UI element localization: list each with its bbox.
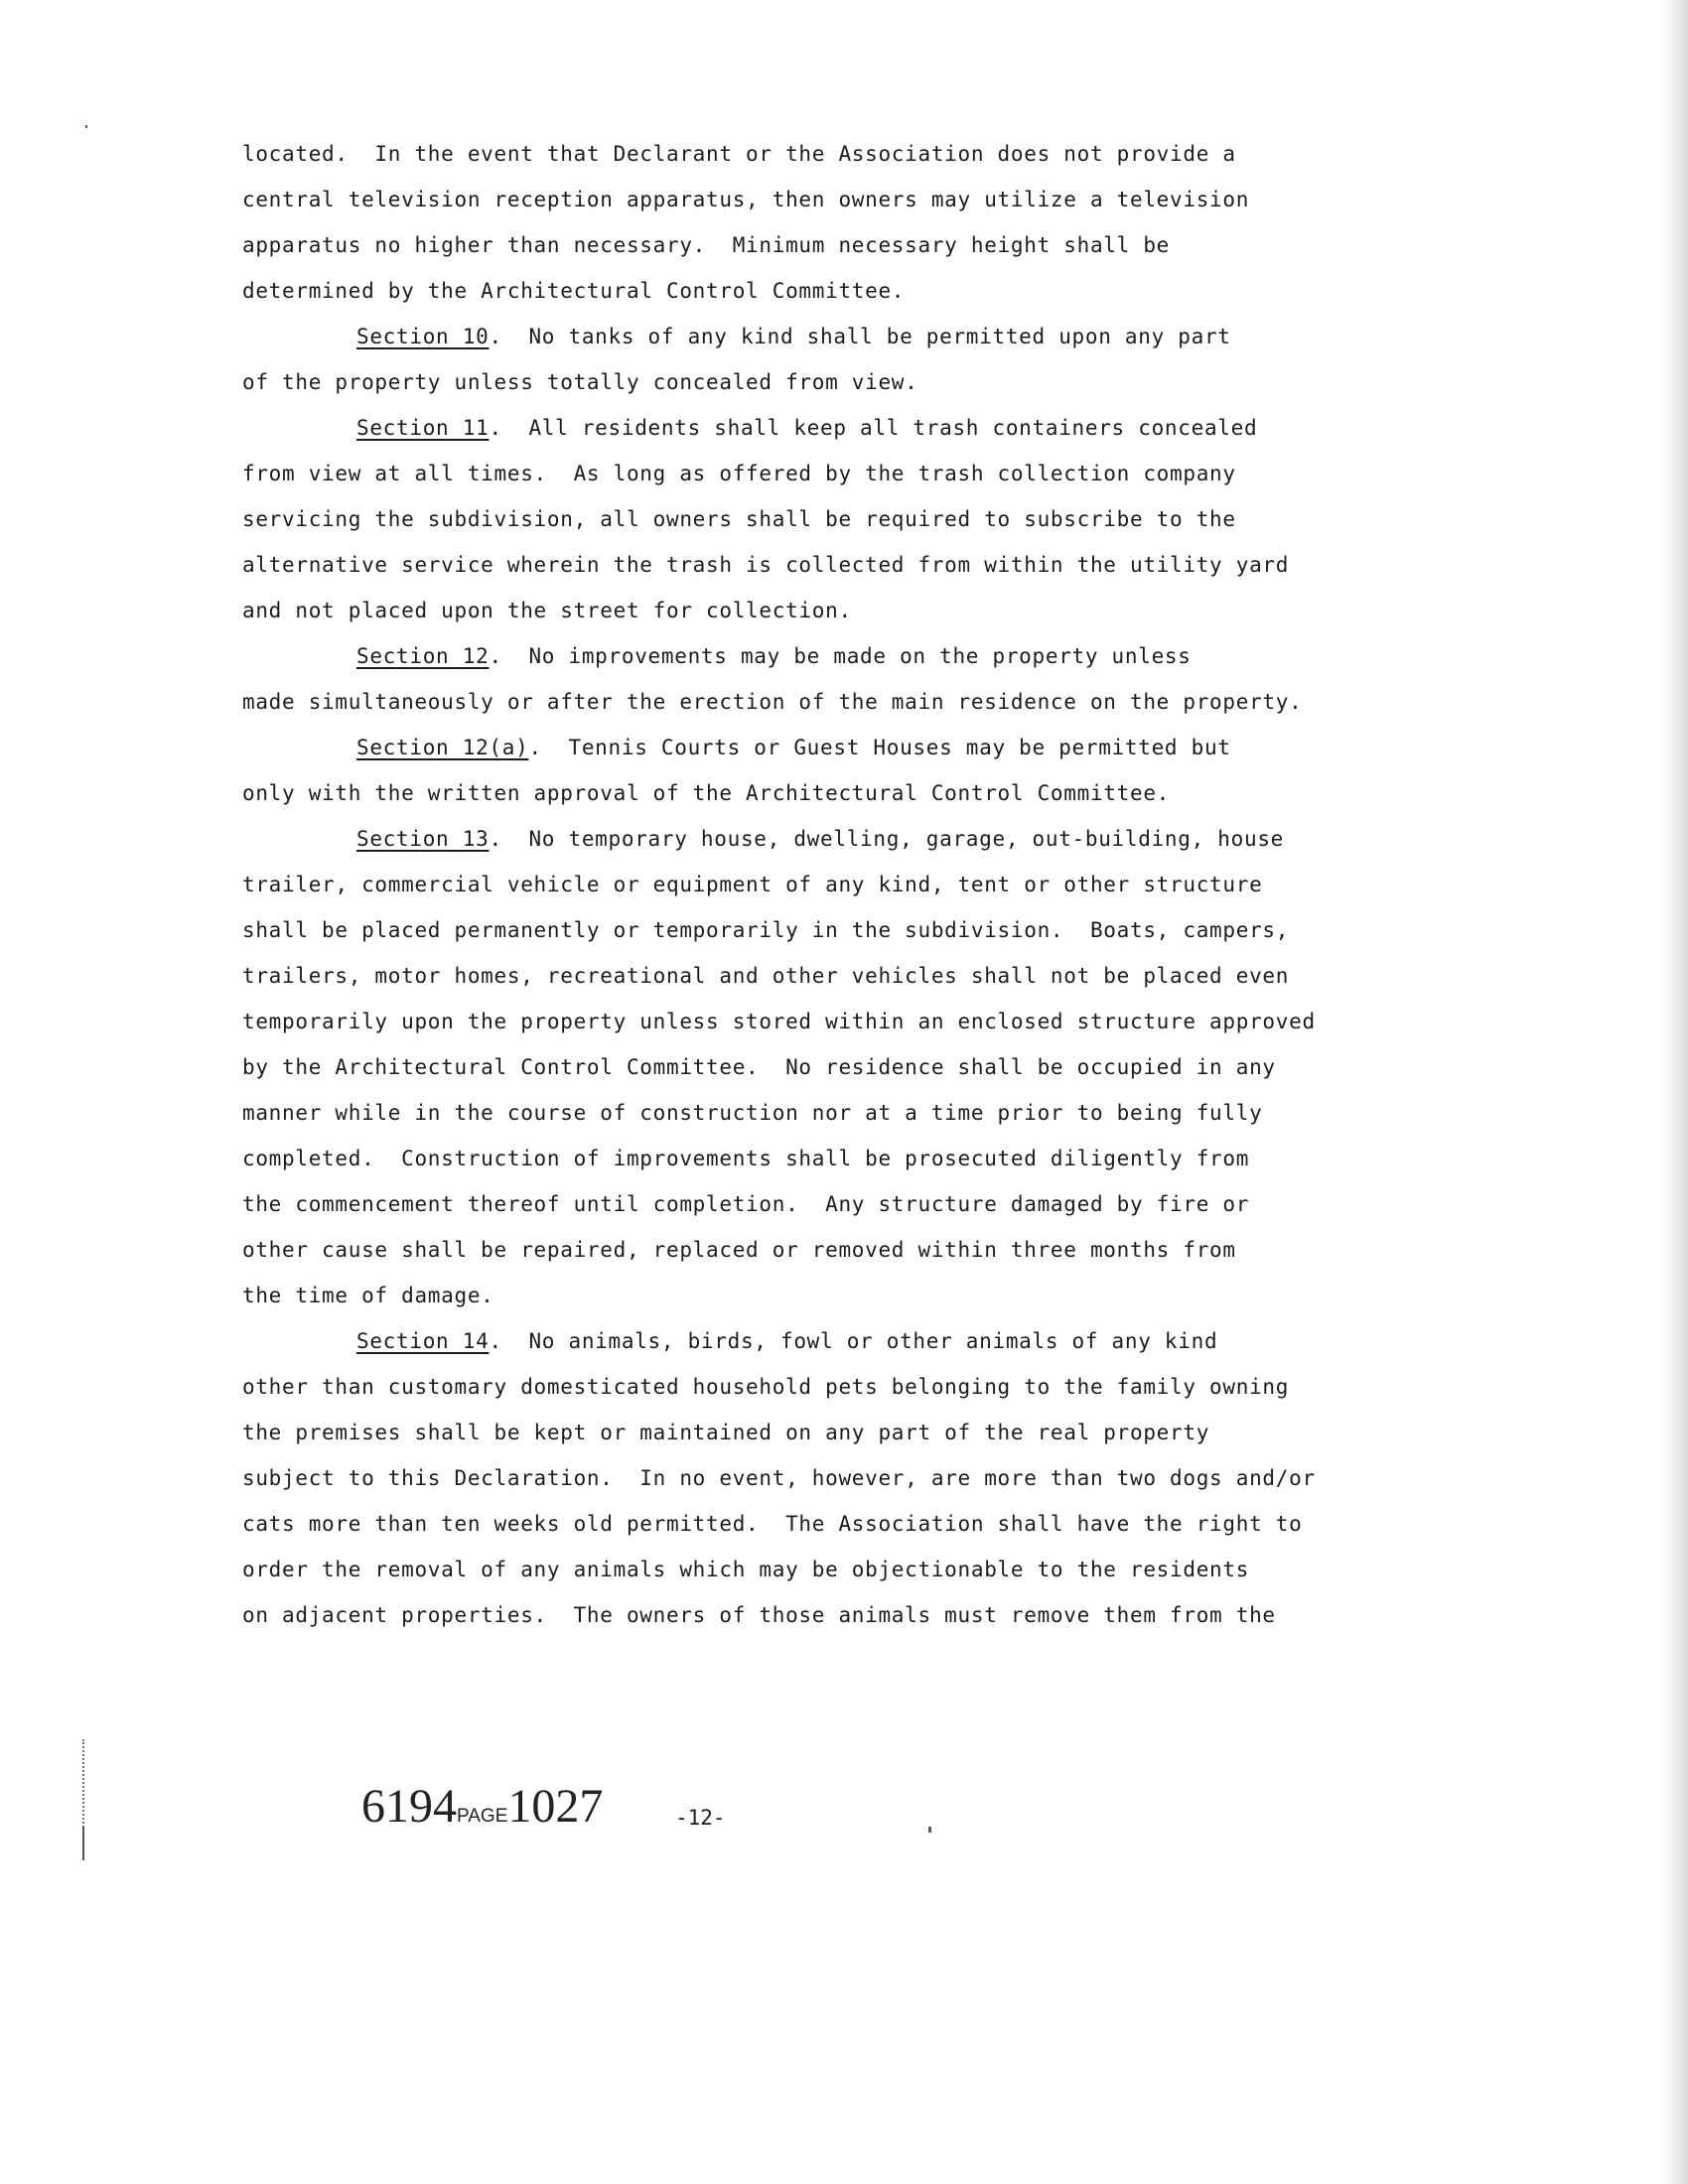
body-line: shall be placed permanently or temporarily in the subdivision. Boats, campers, [242,918,1290,942]
body-line: by the Architectural Control Committee. No residence shall be occupied in any [242,1055,1276,1079]
section-12a-heading: Section 12(a) [356,736,529,759]
scan-speck [928,1827,931,1833]
recorded-page-number: 1027 [507,1780,604,1833]
section-12a-first-line [242,725,1231,770]
body-line: subject to this Declaration. In no event, however, are more than two dogs and/or [242,1466,1316,1490]
section-10-text: . No tanks of any kind shall be permitted upon any part [489,325,1231,348]
body-line: the time of damage. [242,1284,494,1307]
body-line: cats more than ten weeks old permitted. The Association shall have the right to [242,1512,1303,1536]
section-10-heading: Section 10 [356,325,490,348]
body-line: other cause shall be repaired, replaced or removed within three months from [242,1238,1236,1262]
body-line: manner while in the course of construction nor at a time prior to being fully [242,1101,1263,1125]
body-line: apparatus no higher than necessary. Minimum necessary height shall be [242,233,1171,257]
body-line: of the property unless totally concealed from view. [242,370,918,394]
section-14-text: . No animals, birds, fowl or other animals of any kind [489,1329,1218,1353]
body-line: alternative service wherein the trash is collected from within the utility yard [242,553,1290,577]
body-line: from view at all times. As long as offered by the trash collection company [242,462,1236,485]
section-14-heading: Section 14 [356,1329,490,1353]
book-number: 6194 [361,1780,457,1833]
binding-mark [82,1827,84,1860]
section-12-heading: Section 12 [356,644,490,668]
body-line: completed. Construction of improvements shall be prosecuted diligently from [242,1147,1250,1170]
section-12-first-line [242,633,1220,679]
scan-speck [85,125,87,128]
body-line: only with the written approval of the Architectural Control Committee. [242,781,1171,805]
body-line: determined by the Architectural Control Committee. [242,279,906,303]
section-13-heading: Section 13 [356,827,490,851]
document-body [242,131,1316,1638]
section-13-text: . No temporary house, dwelling, garage, out-building, house [489,827,1285,851]
body-line: temporarily upon the property unless stored within an enclosed structure approved [242,1010,1316,1033]
page-number: -12- [675,1806,726,1830]
section-11-heading: Section 11 [356,416,490,440]
section-11-text: . All residents shall keep all trash containers concealed [489,416,1258,440]
body-line: central television reception apparatus, then owners may utilize a television [242,188,1250,211]
recording-stamp [361,1777,603,1846]
page-word: PAGE [457,1806,508,1827]
section-11-first-line [242,405,1258,451]
section-12-text: . No improvements may be made on the property unless [489,644,1192,668]
section-14-first-line [242,1318,1220,1364]
section-10-first-line [242,314,1231,359]
body-line: trailers, motor homes, recreational and other vehicles shall not be placed even [242,964,1290,988]
body-line: located. In the event that Declarant or the Association does not provide a [242,142,1236,166]
body-line: made simultaneously or after the erection of the main residence on the property. [242,690,1303,714]
section-13-first-line [242,816,1285,862]
body-line: trailer, commercial vehicle or equipment of any kind, tent or other structure [242,873,1263,896]
body-line: the premises shall be kept or maintained on any part of the real property [242,1421,1210,1444]
body-line: the commencement thereof until completion. Any structure damaged by fire or [242,1192,1250,1216]
body-line: servicing the subdivision, all owners shall be required to subscribe to the [242,507,1236,531]
body-line: and not placed upon the street for collection. [242,599,852,622]
body-line: on adjacent properties. The owners of those animals must remove them from the [242,1603,1276,1627]
body-line: order the removal of any animals which may be objectionable to the residents [242,1558,1250,1581]
scan-edge-shadow [1660,0,1688,2184]
section-12a-text: . Tennis Courts or Guest Houses may be permitted but [528,736,1231,759]
body-line: other than customary domesticated household pets belonging to the family owning [242,1375,1290,1399]
